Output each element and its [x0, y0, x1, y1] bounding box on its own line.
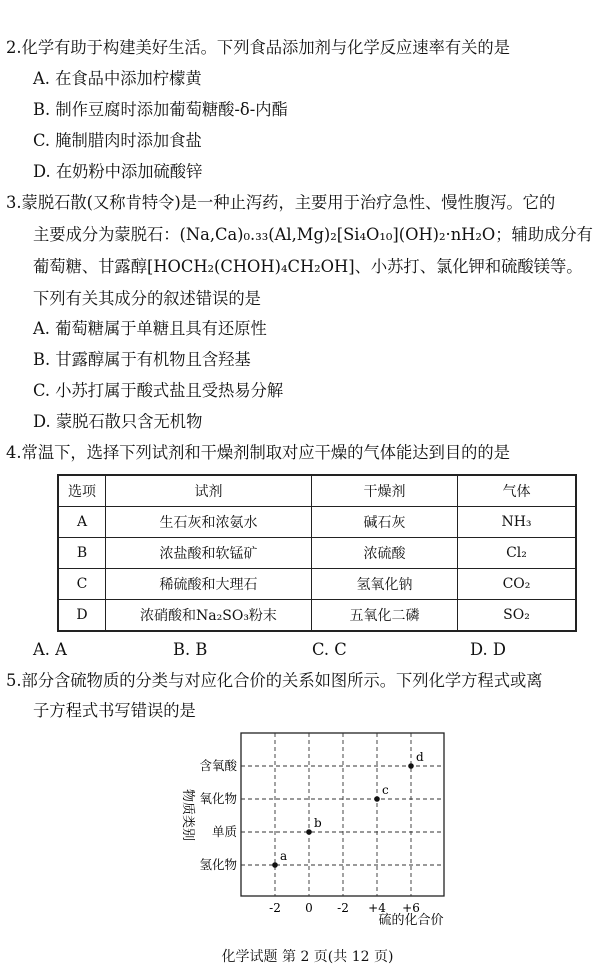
q4-choice-c: C. C	[312, 640, 347, 659]
data-point	[272, 862, 278, 868]
sulfur-valence-chart	[0, 700, 615, 940]
table-cell: CO₂	[458, 569, 577, 600]
q4-choice-b: B. B	[173, 640, 208, 659]
y-tick-label: 氧化物	[199, 791, 237, 806]
table-cell: 生石灰和浓氨水	[106, 507, 312, 538]
data-point-label: b	[314, 816, 322, 830]
q3-option-a: A. 葡萄糖属于单糖且具有还原性	[33, 319, 267, 338]
q3-option-c: C. 小苏打属于酸式盐且受热易分解	[33, 381, 284, 400]
q2-option-c: C. 腌制腊肉时添加食盐	[33, 131, 202, 150]
table-row	[58, 538, 576, 569]
q5-stem-line2: 子方程式书写错误的是	[33, 701, 196, 720]
chart-frame	[241, 733, 444, 896]
chart-y-tick-labels	[199, 758, 237, 872]
table-cell: NH₃	[458, 507, 577, 538]
chart-y-axis-label: 物质类别	[180, 788, 195, 842]
x-tick-label: -2	[269, 901, 281, 915]
x-tick-label: +4	[368, 901, 386, 915]
q3-option-b: B. 甘露醇属于有机物且含羟基	[33, 350, 251, 369]
table-cell: B	[58, 538, 106, 569]
q4-choice-d: D. D	[470, 640, 506, 659]
chart-x-axis-label: 硫的化合价	[378, 913, 444, 928]
q2-stem: 2.化学有助于构建美好生活。下列食品添加剂与化学反应速率有关的是	[6, 38, 510, 57]
table-cell: Cl₂	[458, 538, 577, 569]
table-cell: 浓硫酸	[312, 538, 458, 569]
data-point-label: c	[382, 783, 389, 797]
data-point-label: d	[416, 750, 424, 764]
table-cell: 五氧化二磷	[312, 600, 458, 632]
table-row	[58, 600, 576, 632]
x-tick-label: 0	[305, 901, 313, 915]
chart-border	[241, 733, 444, 896]
y-tick-label: 氢化物	[199, 857, 237, 872]
table-cell: C	[58, 569, 106, 600]
chart-points	[272, 750, 424, 868]
q5-stem-line1: 5.部分含硫物质的分类与对应化合价的关系如图所示。下列化学方程式或离	[6, 671, 543, 690]
q2-option-a: A. 在食品中添加柠檬黄	[33, 69, 202, 88]
table-cell: D	[58, 600, 106, 632]
table-cell: 浓硝酸和Na₂SO₃粉末	[106, 600, 312, 632]
table-row	[58, 507, 576, 538]
q3-option-d: D. 蒙脱石散只含无机物	[33, 412, 203, 431]
table-header-cell: 选项	[58, 475, 106, 507]
q4-table	[57, 474, 577, 632]
data-point	[306, 829, 312, 835]
y-tick-label: 单质	[211, 824, 237, 839]
data-point	[408, 763, 414, 769]
table-header-row	[58, 475, 576, 507]
table-cell: 氢氧化钠	[312, 569, 458, 600]
table-header-cell: 气体	[458, 475, 577, 507]
page-footer: 化学试题 第 2 页(共 12 页)	[221, 949, 394, 965]
table-header-cell: 干燥剂	[312, 475, 458, 507]
q3-stem-line1: 3.蒙脱石散(又称肯特令)是一种止泻药，主要用于治疗急性、慢性腹泻。它的	[6, 193, 556, 212]
chart-grid	[241, 733, 444, 896]
x-tick-label: +6	[402, 901, 420, 915]
table-cell: A	[58, 507, 106, 538]
y-tick-label: 含氧酸	[199, 758, 237, 773]
q3-stem-line4: 下列有关其成分的叙述错误的是	[33, 289, 261, 308]
table-cell: 浓盐酸和软锰矿	[106, 538, 312, 569]
q2-option-b: B. 制作豆腐时添加葡萄糖酸-δ-内酯	[33, 100, 288, 119]
table-cell: 碱石灰	[312, 507, 458, 538]
table-row	[58, 569, 576, 600]
q2-option-d: D. 在奶粉中添加硫酸锌	[33, 162, 203, 181]
x-tick-label: -2	[337, 901, 349, 915]
q4-stem: 4.常温下，选择下列试剂和干燥剂制取对应干燥的气体能达到目的的是	[6, 443, 510, 462]
q3-stem-line3: 葡萄糖、甘露醇[HOCH₂(CHOH)₄CH₂OH]、小苏打、氯化钾和硫酸镁等。	[33, 257, 583, 276]
table-cell: SO₂	[458, 600, 577, 632]
q3-stem-line2: 主要成分为蒙脱石：(Na,Ca)₀.₃₃(Al,Mg)₂[Si₄O₁₀](OH)₂·nH₂O；辅助成分有	[33, 225, 593, 244]
table-cell: 稀硫酸和大理石	[106, 569, 312, 600]
data-point	[374, 796, 380, 802]
table-header-cell: 试剂	[106, 475, 312, 507]
q4-choice-a: A. A	[33, 640, 67, 659]
data-point-label: a	[280, 849, 288, 863]
